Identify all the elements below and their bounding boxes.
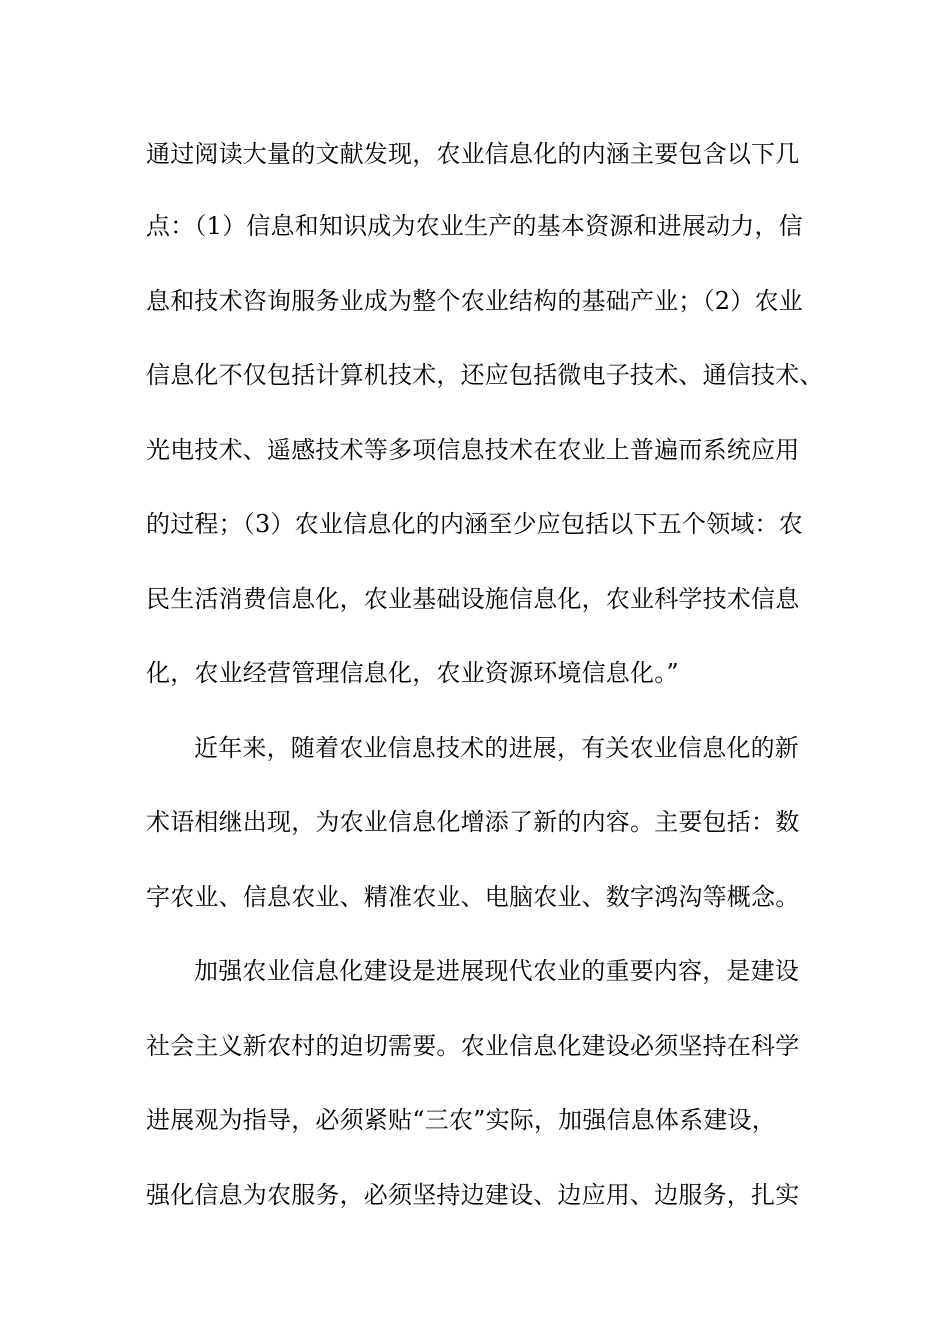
text-line: 信息化不仅包括计算机技术，还应包括微电子技术、通信技术、 xyxy=(146,361,824,389)
text-line: 术语相继出现，为农业信息化增添了新的内容。主要包括：数 xyxy=(146,808,800,836)
text-line: 民生活消费信息化，农业基础设施信息化，农业科学技术信息 xyxy=(146,585,800,613)
paragraph-first-line: 近年来，随着农业信息技术的进展，有关农业信息化的新 xyxy=(194,734,799,762)
text-line: 息和技术咨询服务业成为整个农业结构的基础产业；（2）农业 xyxy=(146,287,803,315)
text-line: 字农业、信息农业、精准农业、电脑农业、数字鸿沟等概念。 xyxy=(146,883,800,911)
paragraph-first-line: 加强农业信息化建设是进展现代农业的重要内容，是建设 xyxy=(194,957,799,985)
text-line: 点：（1）信息和知识成为农业生产的基本资源和进展动力，信 xyxy=(146,212,803,240)
text-line: 通过阅读大量的文献发现，农业信息化的内涵主要包含以下几 xyxy=(146,140,800,168)
text-line: 进展观为指导，必须紧贴“三农”实际，加强信息体系建设， xyxy=(146,1106,776,1134)
text-line: 强化信息为农服务，必须坚持边建设、边应用、边服务，扎实 xyxy=(146,1181,800,1209)
text-line: 的过程；（3）农业信息化的内涵至少应包括以下五个领域：农 xyxy=(146,510,803,538)
text-line: 化，农业经营管理信息化，农业资源环境信息化。” xyxy=(146,659,679,687)
text-line: 社会主义新农村的迫切需要。农业信息化建设必须坚持在科学 xyxy=(146,1032,800,1060)
text-line: 光电技术、遥感技术等多项信息技术在农业上普遍而系统应用 xyxy=(146,436,800,464)
